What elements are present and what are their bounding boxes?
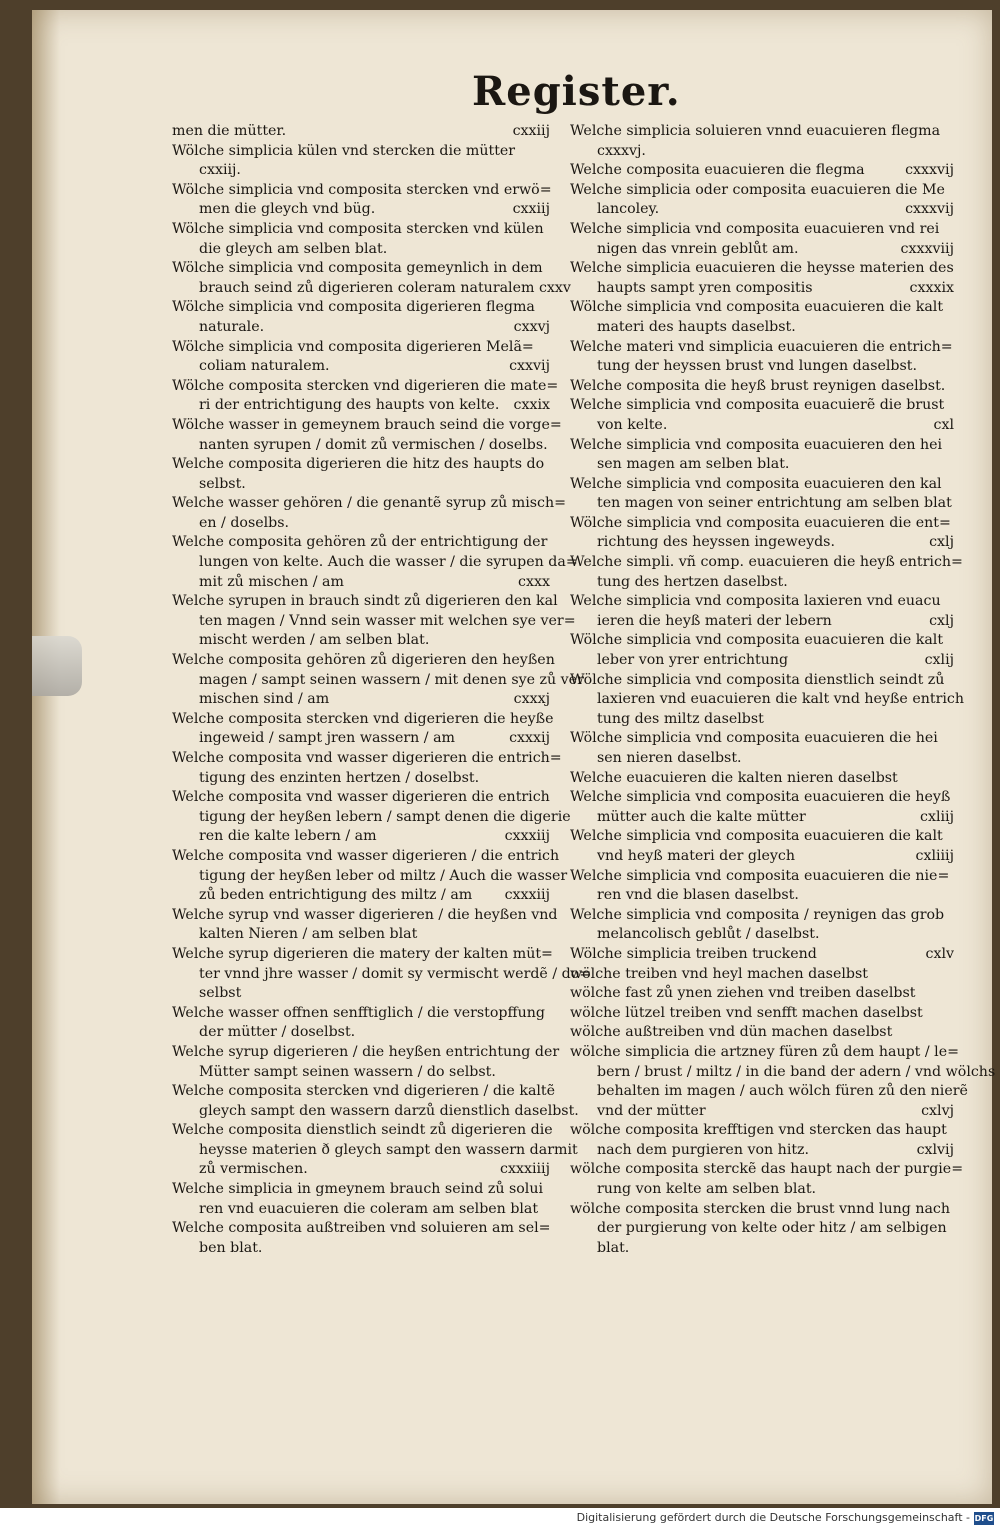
folio-reference: cxlvij: [916, 1141, 954, 1158]
entry-line: Welche simplicia vnd composita euacuieren den kal: [570, 475, 942, 492]
entry-text: ri der entrichtigung des haupts von kelte.: [199, 397, 500, 414]
register-entry: [570, 475, 954, 514]
entry-line: Welche composita gehören zů digerieren den heyßen: [172, 652, 555, 669]
funding-credit: Digitalisierung gefördert durch die Deutsche Forschungsgemeinschaft -: [576, 1511, 970, 1524]
register-entry: [570, 220, 954, 259]
entry-line: Welche composita digerieren die hitz des haupts do: [172, 456, 545, 473]
entry-line: materi des haupts daselbst.: [597, 318, 796, 335]
register-entry: [570, 298, 954, 337]
register-entry: [570, 514, 954, 553]
folio-reference: cxxxvij: [905, 201, 954, 218]
entry-text: mütter auch die kalte mütter: [597, 808, 806, 825]
entry-line: Welche simplicia vnd composita laxieren vnd euacu: [570, 593, 941, 610]
register-entry: [172, 1219, 550, 1258]
entry-line: tung des miltz daselbst: [597, 710, 764, 727]
entry-line: [570, 279, 954, 299]
entry-line: wölche lützel treiben vnd senfft machen daselbst: [570, 1004, 923, 1021]
entry-line: [570, 945, 954, 965]
register-entry: [172, 377, 559, 416]
entry-line: lungen von kelte. Auch die wasser / die syrupen da=: [199, 554, 578, 571]
entry-line: selbst.: [199, 475, 246, 492]
register-entry: [172, 416, 562, 455]
entry-line: Welche simplicia in gmeynem brauch seind zů solui: [172, 1181, 544, 1198]
entry-line: heysse materien ð gleych sampt den wassern darmit: [199, 1141, 578, 1158]
folio-reference: cxxxvij: [905, 162, 954, 179]
entry-text: leber von yrer entrichtung: [597, 652, 789, 669]
entry-line: Wölche simplicia vnd composita euacuieren die kalt: [570, 632, 944, 649]
register-entry: [570, 161, 954, 181]
entry-line: die gleych am selben blat.: [199, 240, 388, 257]
entry-line: [570, 612, 954, 632]
entry-line: Wölche wasser in gemeynem brauch seind die vorge=: [172, 416, 562, 433]
entry-line: Welche syrupen in brauch sindt zů digerieren den kal: [172, 593, 558, 610]
register-entry: [570, 396, 954, 435]
entry-text: mit zů mischen / am: [199, 573, 344, 590]
register-entry: [570, 788, 954, 827]
entry-line: ren vnd euacuieren die coleram am selben blat: [199, 1200, 539, 1217]
entry-line: sen nieren daselbst.: [597, 750, 742, 766]
entry-line: [172, 200, 550, 220]
entry-line: tung der heyssen brust vnd lungen daselbst.: [597, 358, 917, 375]
entry-line: Welche composita dienstlich seindt zů digerieren die: [172, 1122, 553, 1139]
entry-line: Wölche composita stercken vnd digerieren die mate=: [172, 377, 559, 394]
folio-reference: cxxiij: [512, 123, 550, 139]
folio-reference: cxxvij: [509, 358, 550, 375]
entry-line: Welche syrup vnd wasser digerieren / die heyßen vnd: [172, 906, 558, 923]
entry-text: coliam naturalem.: [199, 358, 330, 375]
entry-line: nanten syrupen / domit zů vermischen / doselbs.: [199, 436, 548, 453]
entry-line: [570, 161, 954, 181]
entry-line: rung von kelte am selben blat.: [597, 1181, 817, 1198]
folio-reference: cxlij: [924, 652, 954, 669]
entry-line: [570, 200, 954, 220]
register-entry: [172, 592, 576, 651]
register-entry: [172, 142, 550, 181]
register-entry: [172, 651, 584, 710]
entry-line: ten magen von seiner entrichtung am selben blat: [597, 495, 952, 512]
entry-line: [570, 533, 954, 553]
entry-line: Welche simplicia vnd composita euacuieren die kalt: [570, 828, 943, 845]
entry-line: Welche composita vnd wasser digerieren die entrich: [172, 789, 550, 806]
dfg-logo-icon: DFG: [974, 1514, 994, 1523]
entry-line: [172, 827, 550, 847]
folio-reference: cxxvj: [513, 318, 550, 335]
register-entry: [570, 592, 954, 631]
folio-reference: cxlv: [925, 945, 954, 962]
entry-line: Welche simplicia vnd composita euacuieren vnd rei: [570, 220, 940, 237]
register-entry: [570, 122, 954, 161]
entry-line: [570, 240, 954, 260]
register-entry: [172, 906, 558, 945]
entry-line: wölche treiben vnd heyl machen daselbst: [570, 965, 868, 982]
register-entry: [172, 338, 550, 377]
entry-line: der mütter / doselbst.: [199, 1024, 356, 1041]
entry-line: Welche simplicia vnd composita euacuieren die nie=: [570, 867, 950, 884]
register-entry: [172, 945, 592, 1004]
register-entry: [570, 906, 954, 945]
entry-line: melancolisch geblůt / daselbst.: [597, 926, 820, 943]
entry-line: Wölche simplicia vnd composita stercken vnd erwö=: [172, 181, 552, 198]
folio-reference: cxxxj: [513, 691, 550, 708]
entry-text: men die mütter.: [172, 123, 287, 139]
entry-text: ingeweid / sampt jren wassern / am: [199, 730, 456, 747]
entry-line: tigung der heyßen leber od miltz / Auch die wasser: [199, 867, 568, 884]
entry-line: Welche simplicia vnd composita euacuierẽ die brust: [570, 397, 945, 414]
page-header: Register.: [472, 68, 681, 115]
folio-reference: cxliij: [920, 808, 954, 825]
entry-text: von kelte.: [597, 416, 668, 433]
register-entry: [570, 729, 954, 768]
entry-line: Welche composita stercken vnd digerieren die heyße: [172, 710, 554, 727]
entry-line: Wölche simplicia vnd composita stercken vnd külen: [172, 220, 544, 237]
page-clip: [32, 636, 82, 696]
entry-text: lancoley.: [597, 201, 660, 218]
entry-line: wölche composita stercken die brust vnnd lung nach: [570, 1200, 950, 1217]
entry-line: [172, 122, 550, 142]
entry-line: Welche syrup digerieren die matery der kalten müt=: [172, 945, 553, 962]
register-entry: [172, 1082, 579, 1121]
folio-reference: cxxxiiij: [500, 1161, 550, 1178]
entry-line: selbst: [199, 985, 242, 1002]
entry-line: Welche simpli. vñ comp. euacuieren die heyß entrich=: [570, 554, 963, 571]
entry-line: Mütter sampt seinen wassern / do selbst.: [199, 1063, 496, 1080]
footer-bar: [0, 1508, 1000, 1530]
folio-reference: cxliiij: [915, 847, 954, 864]
register-entry: [172, 220, 550, 259]
entry-line: Wölche simplicia vnd composita euacuieren die kalt: [570, 299, 944, 316]
folio-reference: cxxxiij: [504, 828, 550, 845]
entry-line: [172, 396, 550, 416]
register-entry: [172, 788, 571, 847]
register-entry: [570, 769, 954, 789]
entry-line: Welche syrup digerieren / die heyßen entrichtung der: [172, 1043, 560, 1060]
entry-line: wölche simplicia die artzney füren zů dem haupt / le=: [570, 1043, 960, 1060]
entry-line: [172, 690, 550, 710]
register-entry: [570, 867, 954, 906]
register-entry: [172, 455, 550, 494]
entry-line: [570, 808, 954, 828]
entry-line: bern / brust / miltz / in die band der adern / vnd wölchs: [597, 1063, 996, 1080]
entry-line: Welche composita außtreiben vnd soluieren am sel=: [172, 1220, 551, 1237]
entry-line: cxxiij.: [199, 162, 241, 179]
entry-text: naturale.: [199, 318, 265, 335]
entry-line: en / doselbs.: [199, 514, 290, 531]
entry-text: ren die kalte lebern / am: [199, 828, 377, 845]
folio-reference: cxxiij: [512, 201, 550, 218]
folio-reference: cxxix: [513, 397, 550, 414]
register-entry: [570, 1004, 954, 1024]
entry-line: [172, 1160, 550, 1180]
entry-line: der purgierung von kelte oder hitz / am selbigen: [597, 1220, 947, 1237]
folio-reference: cxxxix: [909, 279, 954, 296]
entry-text: Welche composita euacuieren die flegma: [570, 162, 865, 179]
register-entry: [172, 1004, 550, 1043]
entry-text: haupts sampt yren compositis: [597, 279, 813, 296]
entry-line: Wölche simplicia vnd composita digerieren flegma: [172, 299, 535, 316]
entry-line: [570, 651, 954, 671]
book-page: [32, 10, 996, 1504]
entry-line: Welche simplicia euacuieren die heysse materien des: [570, 260, 954, 277]
register-entry: [570, 1043, 996, 1121]
entry-text: nach dem purgieren von hitz.: [597, 1141, 810, 1158]
register-entry: [570, 553, 963, 592]
entry-line: ben blat.: [199, 1239, 263, 1256]
entry-line: Wölche simplicia vnd composita euacuieren die ent=: [570, 514, 951, 531]
register-entry: [570, 436, 954, 475]
register-entry: [172, 181, 550, 220]
entry-line: [570, 1141, 954, 1161]
folio-reference: cxlj: [929, 612, 954, 629]
entry-text: zů vermischen.: [199, 1161, 308, 1178]
entry-line: Welche euacuieren die kalten nieren daselbst: [570, 769, 898, 786]
entry-line: wölche composita krefftigen vnd stercken das haupt: [570, 1122, 947, 1139]
register-entry: [570, 259, 954, 298]
entry-line: Wölche simplicia vnd composita gemeynlich in dem: [172, 260, 543, 277]
register-entry: [172, 298, 550, 337]
entry-line: brauch seind zů digerieren coleram naturalem cxxv: [199, 279, 571, 296]
entry-line: wölche fast zů ynen ziehen vnd treiben daselbst: [570, 985, 916, 1002]
entry-line: gleych sampt den wassern darzů dienstlich daselbst.: [199, 1102, 579, 1119]
register-entry: [172, 259, 571, 298]
register-entry: [172, 1121, 578, 1180]
entry-line: tigung der heyßen lebern / sampt denen die digerie: [199, 808, 571, 825]
register-entry: [570, 181, 954, 220]
entry-text: vnd der mütter: [597, 1102, 706, 1119]
register-entry: [570, 984, 954, 1004]
entry-line: wölche composita sterckẽ das haupt nach der purgie=: [570, 1161, 964, 1178]
register-entry: [570, 827, 954, 866]
folio-reference: cxl: [933, 416, 954, 433]
entry-line: Welche composita die heyß brust reynigen daselbst.: [570, 377, 946, 394]
register-entry: [570, 1121, 954, 1160]
entry-text: vnd heyß materi der gleych: [597, 847, 796, 864]
register-entry: [172, 1180, 550, 1219]
entry-line: Wölche simplicia külen vnd stercken die mütter: [172, 142, 516, 159]
entry-line: ter vnnd jhre wasser / domit sy vermischt werdẽ / do=: [199, 965, 592, 982]
register-entry: [570, 945, 954, 965]
folio-reference: cxlvj: [921, 1102, 954, 1119]
entry-line: kalten Nieren / am selben blat: [199, 926, 418, 943]
entry-line: ten magen / Vnnd sein wasser mit welchen sye ver=: [199, 612, 576, 629]
entry-line: [570, 847, 954, 867]
register-entry: [570, 965, 954, 985]
register-entry: [172, 1043, 560, 1082]
folio-reference: cxxx: [518, 573, 550, 590]
entry-text: ieren die heyß materi der lebern: [597, 612, 832, 629]
entry-line: Welche composita gehören zů der entrichtigung der: [172, 534, 548, 551]
register-entry: [570, 631, 954, 670]
register-entry: [172, 847, 568, 906]
entry-line: Welche simplicia oder composita euacuieren die Me: [570, 181, 945, 198]
entry-line: [172, 357, 550, 377]
entry-line: Wölche simplicia vnd composita euacuieren die hei: [570, 730, 938, 747]
register-entry: [172, 122, 550, 142]
entry-line: ren vnd die blasen daselbst.: [597, 887, 799, 904]
entry-line: mischt werden / am selben blat.: [199, 632, 430, 649]
entry-line: Welche simplicia vnd composita euacuieren den hei: [570, 436, 943, 453]
entry-line: blat.: [597, 1239, 630, 1256]
entry-line: [172, 318, 550, 338]
register-entry: [570, 1160, 964, 1199]
entry-text: nigen das vnrein geblůt am.: [597, 240, 799, 257]
register-entry: [172, 494, 566, 533]
entry-line: wölche außtreiben vnd dün machen daselbst: [570, 1024, 893, 1041]
entry-line: [570, 416, 954, 436]
entry-line: [172, 729, 550, 749]
entry-text: Wölche simplicia treiben truckend: [570, 945, 817, 962]
entry-line: Welche wasser offnen senfftiglich / die verstopffung: [172, 1004, 545, 1021]
register-entry: [570, 1023, 954, 1043]
entry-line: [172, 886, 550, 906]
entry-line: Welche composita vnd wasser digerieren die entrich=: [172, 750, 562, 766]
entry-line: [172, 573, 550, 593]
right-column: [570, 122, 996, 1258]
entry-line: tung des hertzen daselbst.: [597, 573, 788, 590]
entry-text: richtung des heyssen ingeweyds.: [597, 534, 835, 551]
entry-line: cxxxvj.: [597, 142, 646, 159]
folio-reference: cxlj: [929, 534, 954, 551]
entry-line: Welche simplicia vnd composita euacuieren die heyß: [570, 789, 951, 806]
register-entry: [172, 710, 554, 749]
folio-reference: cxxxij: [509, 730, 550, 747]
entry-line: Welche materi vnd simplicia euacuieren die entrich=: [570, 338, 953, 355]
register-entry: [570, 1200, 954, 1259]
entry-line: laxieren vnd euacuieren die kalt vnd heyße entrich: [597, 691, 964, 708]
entry-line: [570, 1102, 954, 1122]
entry-line: Welche simplicia vnd composita / reynigen das grob: [570, 906, 945, 923]
register-entry: [570, 338, 954, 377]
register-entry: [570, 671, 964, 730]
entry-line: tigung des enzinten hertzen / doselbst.: [199, 769, 480, 786]
entry-text: zů beden entrichtigung des miltz / am: [199, 887, 473, 904]
entry-line: Welche simplicia soluieren vnnd euacuieren flegma: [570, 123, 941, 139]
folio-reference: cxxxviij: [900, 240, 954, 257]
register-entry: [172, 749, 562, 788]
entry-line: behalten im magen / auch wölch füren zů den nierẽ: [597, 1083, 968, 1100]
entry-line: Wölche simplicia vnd composita digerieren Melã=: [172, 338, 534, 355]
left-column: [172, 122, 592, 1258]
entry-line: Welche composita stercken vnd digerieren / die kaltẽ: [172, 1083, 556, 1100]
entry-line: Welche wasser gehören / die genantẽ syrup zů misch=: [172, 495, 566, 512]
entry-text: men die gleych vnd büg.: [199, 201, 376, 218]
folio-reference: cxxxiij: [504, 887, 550, 904]
entry-line: Welche composita vnd wasser digerieren / die entrich: [172, 847, 560, 864]
register-entry: [172, 533, 578, 592]
register-entry: [570, 377, 954, 397]
entry-line: magen / sampt seinen wassern / mit denen sye zů ver: [199, 671, 584, 688]
entry-line: Wölche simplicia vnd composita dienstlich seindt zů: [570, 671, 945, 688]
entry-text: mischen sind / am: [199, 691, 330, 708]
entry-line: sen magen am selben blat.: [597, 456, 790, 473]
